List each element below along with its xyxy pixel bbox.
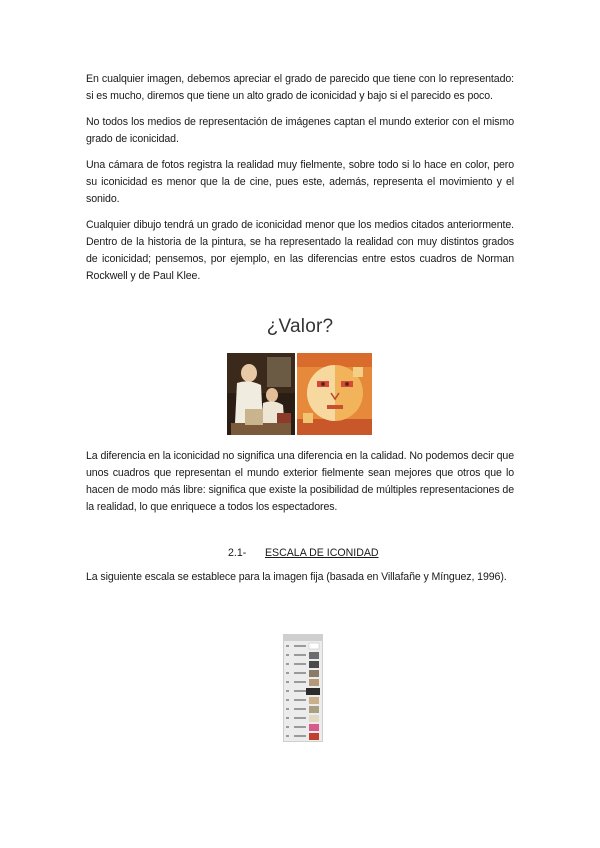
figure-title: ¿Valor? (266, 316, 334, 337)
klee-painting (297, 353, 372, 435)
section-heading (228, 546, 379, 560)
paragraph-media-iconicity: No todos los medios de representación de imágenes captan el mundo exterior con el mismo grado de iconicidad. (86, 116, 514, 145)
middle-text (86, 448, 514, 525)
section-number: 2.1- (228, 547, 247, 559)
bottom-text (86, 569, 514, 595)
rockwell-painting (227, 353, 295, 435)
intro-text (86, 71, 514, 294)
paragraph-iconicity-definition: En cualquier imagen, debemos apreciar el grado de parecido que tiene con lo representado: si es mucho, diremos que tiene un alto grado de iconicidad y bajo si el parecido es poco. (86, 73, 514, 102)
paragraph-drawing-painting: Cualquier dibujo tendrá un grado de iconicidad menor que los medios citados anteriormente. Dentro de la historia de la pintura, se ha representado la realidad con muy distintos grados de iconicidad; pensemos, por ejemplo, en las diferencias entre estos cuadros de Norman Rockwell y de Paul Klee. (86, 219, 514, 282)
section-title: ESCALA DE ICONIDAD (264, 547, 379, 559)
iconicity-scale-image (283, 634, 323, 742)
paragraph-photo-camera: Una cámara de fotos registra la realidad muy fielmente, sobre todo si lo hace en color, pero su iconicidad es menor que la de cine, pues este, además, representa el movimiento y el sonido. (86, 159, 514, 205)
paragraph-iconicity-quality: La diferencia en la iconicidad no significa una diferencia en la calidad. No podemos decir que unos cuadros que representan el mundo exterior fielmente sean mejores que otros que lo hacen de modo más libre: significa que existe la posibilidad de múltiples representaciones de la realidad, lo que enriquece a todos los espectadores. (86, 450, 514, 513)
paragraph-scale-intro: La siguiente escala se establece para la imagen fija (basada en Villafañe y Mínguez, 1996). (86, 571, 507, 583)
